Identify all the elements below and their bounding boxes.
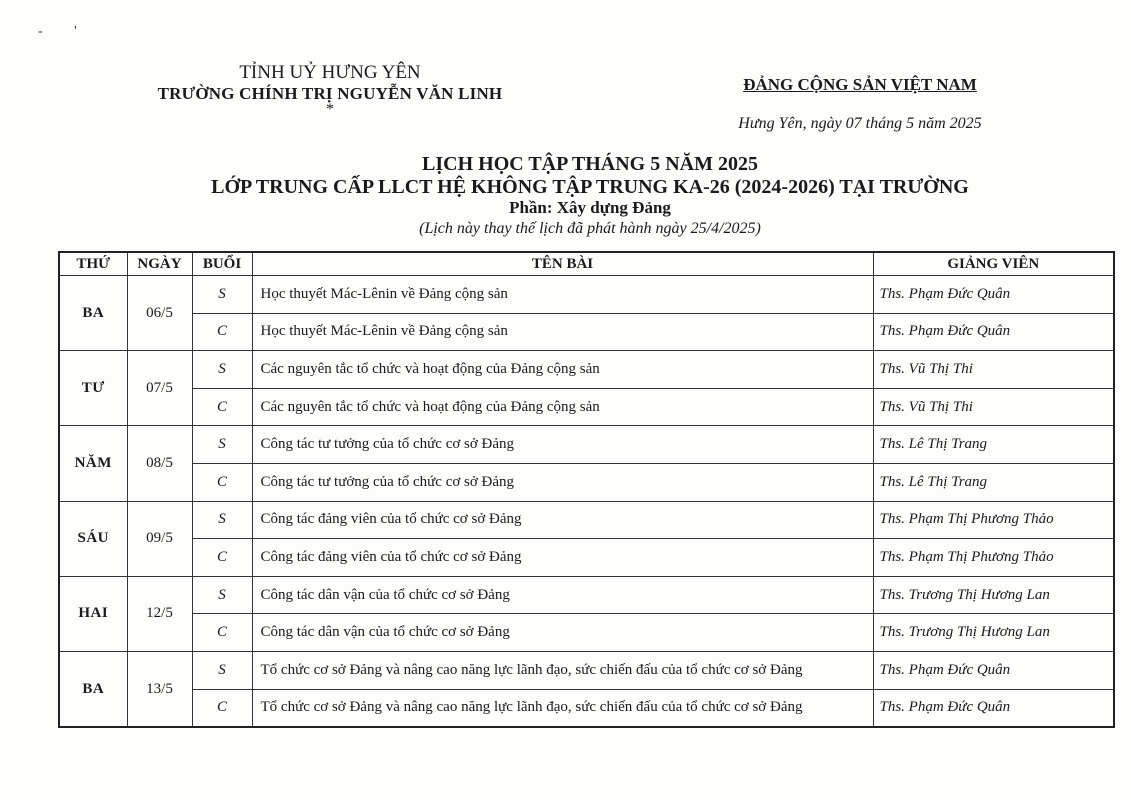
session-cell: C — [192, 689, 252, 727]
session-cell: S — [192, 351, 252, 389]
header-date: NGÀY — [127, 252, 192, 276]
header-day: THỨ — [59, 252, 127, 276]
session-cell: C — [192, 463, 252, 501]
document-title-block — [100, 152, 1080, 240]
date-cell: 09/5 — [127, 501, 192, 576]
teacher-cell: Ths. Phạm Đức Quân — [873, 276, 1114, 314]
teacher-cell: Ths. Phạm Đức Quân — [873, 651, 1114, 689]
schedule-table — [58, 251, 1115, 728]
document-part: Phần: Xây dựng Đảng — [509, 198, 671, 217]
place-date: Hưng Yên, ngày 07 tháng 5 năm 2025 — [738, 115, 982, 132]
teacher-cell: Ths. Vũ Thị Thi — [873, 351, 1114, 389]
lesson-cell: Công tác tư tưởng của tổ chức cơ sở Đảng — [252, 426, 873, 464]
lesson-cell: Công tác dân vận của tổ chức cơ sở Đảng — [252, 576, 873, 614]
table-row — [59, 276, 1114, 314]
session-cell: C — [192, 388, 252, 426]
day-cell: NĂM — [59, 426, 127, 501]
date-cell: 13/5 — [127, 651, 192, 727]
header-teacher: GIẢNG VIÊN — [873, 252, 1114, 276]
teacher-cell: Ths. Vũ Thị Thi — [873, 388, 1114, 426]
document-note: (Lịch này thay thế lịch đã phát hành ngày 25/4/2025) — [419, 220, 761, 237]
day-cell: BA — [59, 651, 127, 727]
schedule-body — [59, 276, 1114, 728]
table-row — [59, 351, 1114, 389]
table-row — [59, 426, 1114, 464]
day-cell: HAI — [59, 576, 127, 651]
party-name: ĐẢNG CỘNG SẢN VIỆT NAM — [743, 75, 977, 94]
date-cell: 06/5 — [127, 276, 192, 351]
lesson-cell: Công tác đảng viên của tổ chức cơ sở Đảng — [252, 539, 873, 577]
table-row — [59, 576, 1114, 614]
lesson-cell: Tổ chức cơ sở Đảng và nâng cao năng lực lãnh đạo, sức chiến đấu của tổ chức cơ sở Đảng — [252, 651, 873, 689]
session-cell: S — [192, 426, 252, 464]
day-cell: TƯ — [59, 351, 127, 426]
table-row — [59, 463, 1114, 501]
session-cell: S — [192, 576, 252, 614]
teacher-cell: Ths. Phạm Thị Phương Thảo — [873, 501, 1114, 539]
table-row — [59, 689, 1114, 727]
school-name: TRƯỜNG CHÍNH TRỊ NGUYỄN VĂN LINH — [157, 84, 503, 103]
province-name: TỈNH UỶ HƯNG YÊN — [239, 62, 421, 83]
star-mark: * — [326, 101, 334, 118]
header-session: BUỔI — [192, 252, 252, 276]
issuer-block — [120, 62, 540, 116]
scan-marks: - ' — [38, 24, 77, 39]
session-cell: C — [192, 614, 252, 652]
session-cell: S — [192, 501, 252, 539]
table-header-row — [59, 252, 1114, 276]
lesson-cell: Công tác đảng viên của tổ chức cơ sở Đảng — [252, 501, 873, 539]
day-cell: SÁU — [59, 501, 127, 576]
teacher-cell: Ths. Phạm Đức Quân — [873, 313, 1114, 351]
table-row — [59, 313, 1114, 351]
header-lesson: TÊN BÀI — [252, 252, 873, 276]
lesson-cell: Các nguyên tắc tổ chức và hoạt động của Đảng cộng sản — [252, 351, 873, 389]
teacher-cell: Ths. Lê Thị Trang — [873, 463, 1114, 501]
party-block — [700, 75, 1020, 133]
table-row — [59, 614, 1114, 652]
teacher-cell: Ths. Lê Thị Trang — [873, 426, 1114, 464]
document-title: LỊCH HỌC TẬP THÁNG 5 NĂM 2025 — [422, 153, 758, 175]
table-row — [59, 651, 1114, 689]
teacher-cell: Ths. Trương Thị Hương Lan — [873, 576, 1114, 614]
table-row — [59, 388, 1114, 426]
lesson-cell: Công tác tư tưởng của tổ chức cơ sở Đảng — [252, 463, 873, 501]
table-row — [59, 539, 1114, 577]
document-subtitle: LỚP TRUNG CẤP LLCT HỆ KHÔNG TẬP TRUNG KA-26 (2024-2026) TẠI TRƯỜNG — [211, 176, 969, 198]
session-cell: C — [192, 539, 252, 577]
table-row — [59, 501, 1114, 539]
session-cell: S — [192, 651, 252, 689]
teacher-cell: Ths. Phạm Thị Phương Thảo — [873, 539, 1114, 577]
session-cell: C — [192, 313, 252, 351]
lesson-cell: Học thuyết Mác-Lênin về Đảng cộng sản — [252, 276, 873, 314]
teacher-cell: Ths. Phạm Đức Quân — [873, 689, 1114, 727]
date-cell: 08/5 — [127, 426, 192, 501]
day-cell: BA — [59, 276, 127, 351]
date-cell: 12/5 — [127, 576, 192, 651]
lesson-cell: Công tác dân vận của tổ chức cơ sở Đảng — [252, 614, 873, 652]
lesson-cell: Tổ chức cơ sở Đảng và nâng cao năng lực lãnh đạo, sức chiến đấu của tổ chức cơ sở Đảng — [252, 689, 873, 727]
lesson-cell: Các nguyên tắc tổ chức và hoạt động của Đảng cộng sản — [252, 388, 873, 426]
date-cell: 07/5 — [127, 351, 192, 426]
teacher-cell: Ths. Trương Thị Hương Lan — [873, 614, 1114, 652]
lesson-cell: Học thuyết Mác-Lênin về Đảng cộng sản — [252, 313, 873, 351]
session-cell: S — [192, 276, 252, 314]
